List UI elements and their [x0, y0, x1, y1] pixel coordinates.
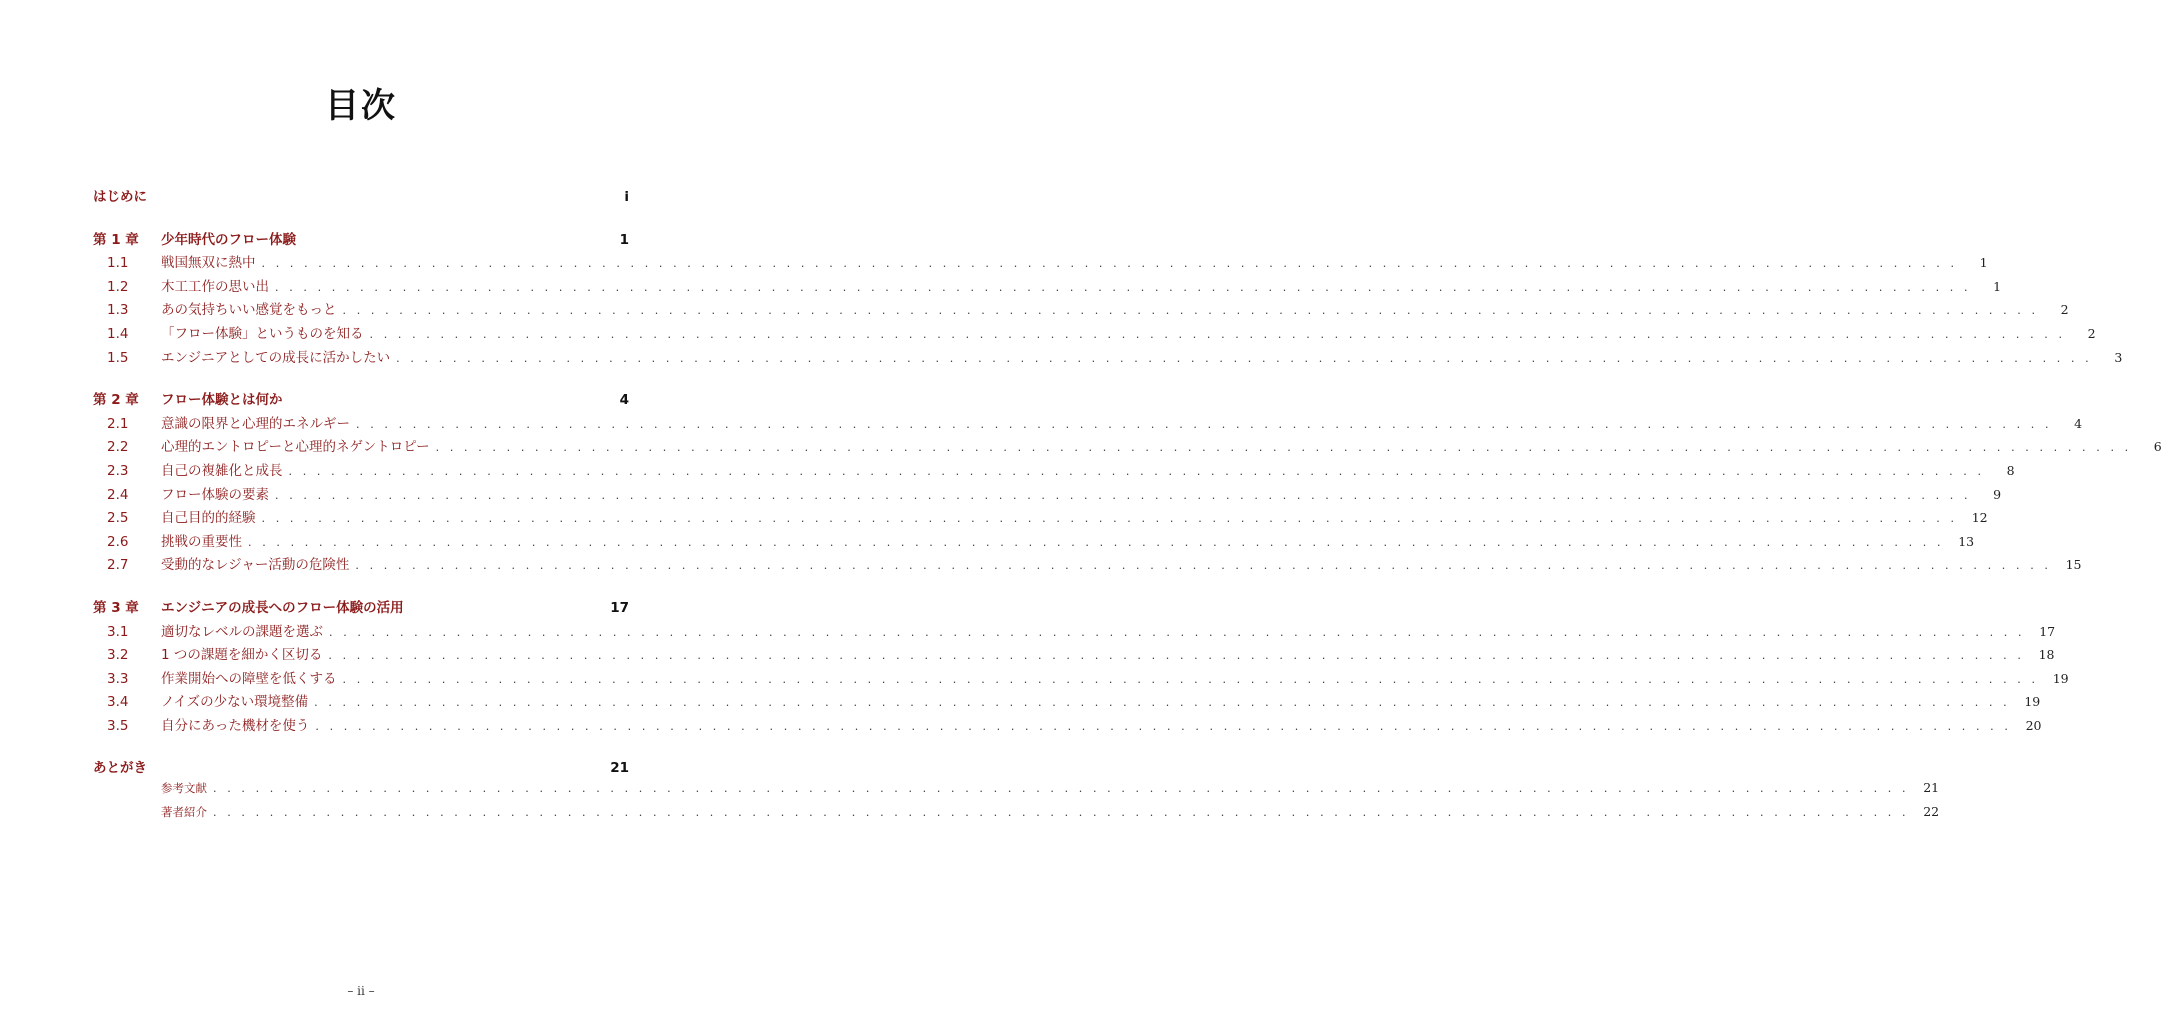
dot-leader: . . . . . . . . . . . . . . . . . . . . . . . . . . . . . . . . . . . . . . . . . . . . . . . . . . . . . . . . . . . . . . . . . . . . . . . . . . . . . . . . . . . . . . . . . . . . . . . . . . . . . . . . . . . . . . . . . . . . . . . .: [328, 649, 2025, 663]
toc-section-row[interactable]: [93, 483, 2002, 507]
toc-section-row[interactable]: [93, 275, 2002, 299]
dot-leader: . . . . . . . . . . . . . . . . . . . . . . . . . . . . . . . . . . . . . . . . . . . . . . . . . . . . . . . . . . . . . . . . . . . . . . . . . . . . . . . . . . . . . . . . . . . . . . . . . . . . . . . . . . . . . . . . . . . . . . . .: [356, 417, 2053, 431]
section-title-link[interactable]: 受動的なレジャー活動の危険性: [161, 557, 350, 574]
dot-leader: . . . . . . . . . . . . . . . . . . . . . . . . . . . . . . . . . . . . . . . . . . . . . . . . . . . . . . . . . . . . . . . . . . . . . . . . . . . . . . . . . . . . . . . . . . . . . . . . . . . . . . . . . . . . . . . . . . . . . . . .: [315, 719, 2012, 733]
section-title-link[interactable]: ノイズの少ない環境整備: [161, 694, 309, 711]
section-page-number: 22: [1923, 803, 1940, 819]
toc-section-row[interactable]: [93, 690, 2041, 714]
dot-leader: . . . . . . . . . . . . . . . . . . . . . . . . . . . . . . . . . . . . . . . . . . . . . . . . . . . . . . . . . . . . . . . . . . . . . . . . . . . . . . . . . . . . . . . . . . . . . . . . . . . . . . . . . . . . . . . . . . . . . . . .: [213, 805, 1910, 819]
section-title-link[interactable]: 著者紹介: [161, 804, 207, 819]
section-page-number: 12: [1971, 510, 1988, 526]
table-of-contents: [93, 185, 2162, 827]
section-page-number: 20: [2025, 717, 2042, 733]
section-number: 3.3: [107, 670, 129, 687]
section-number: 1.4: [107, 325, 129, 342]
section-title-link[interactable]: 適切なレベルの課題を選ぶ: [161, 623, 323, 640]
section-number: 2.7: [107, 557, 129, 574]
toc-section-row[interactable]: [93, 412, 2083, 436]
section-page-number: 4: [2074, 415, 2083, 431]
chapter-title-link[interactable]: フロー体験とは何か: [161, 392, 283, 409]
dot-leader: . . . . . . . . . . . . . . . . . . . . . . . . . . . . . . . . . . . . . . . . . . . . . . . . . . . . . . . . . . . . . . . . . . . . . . . . . . . . . . . . . . . . . . . . . . . . . . . . . . . . . . . . . . . . . . . . . . . . . . . .: [288, 464, 1985, 478]
section-number: 1.5: [107, 349, 129, 366]
chapter-title-link[interactable]: 少年時代のフロー体験: [161, 231, 296, 248]
toc-section-row[interactable]: [93, 506, 1988, 530]
toc-chapter-row[interactable]: [93, 185, 629, 209]
section-page-number: 1: [1979, 255, 1988, 271]
section-page-number: 19: [2052, 670, 2069, 686]
page-number-footer: – ii –: [347, 984, 375, 998]
chapter-page-number: i: [624, 189, 629, 205]
section-number: 3.1: [107, 623, 129, 640]
toc-chapter-row[interactable]: [93, 228, 629, 252]
section-title-link[interactable]: エンジニアとしての成長に活かしたい: [161, 349, 391, 366]
section-title-link[interactable]: 自己の複雑化と成長: [161, 462, 283, 479]
toc-section-row[interactable]: [93, 643, 2055, 667]
chapter-page-number: 21: [610, 760, 629, 777]
toc-section-row[interactable]: [93, 322, 2096, 346]
toc-section-row[interactable]: [93, 714, 2042, 738]
page-title: 目次: [325, 86, 397, 126]
chapter-number: 第 1 章: [93, 231, 139, 248]
section-page-number: 8: [2006, 462, 2015, 478]
dot-leader: . . . . . . . . . . . . . . . . . . . . . . . . . . . . . . . . . . . . . . . . . . . . . . . . . . . . . . . . . . . . . . . . . . . . . . . . . . . . . . . . . . . . . . . . . . . . . . . . . . . . . . . . . . . . . . . . . . . . . . . .: [275, 280, 1972, 294]
dot-leader: . . . . . . . . . . . . . . . . . . . . . . . . . . . . . . . . . . . . . . . . . . . . . . . . . . . . . . . . . . . . . . . . . . . . . . . . . . . . . . . . . . . . . . . . . . . . . . . . . . . . . . . . . . . . . . . . . . . . . . . .: [435, 441, 2132, 455]
section-number: 3.5: [107, 717, 129, 734]
toc-chapter-row[interactable]: [93, 756, 629, 780]
dot-leader: . . . . . . . . . . . . . . . . . . . . . . . . . . . . . . . . . . . . . . . . . . . . . . . . . . . . . . . . . . . . . . . . . . . . . . . . . . . . . . . . . . . . . . . . . . . . . . . . . . . . . . . . . . . . . . . . . . . . . . . .: [342, 304, 2039, 318]
section-page-number: 6: [2153, 439, 2162, 455]
section-title-link[interactable]: あの気持ちいい感覚をもっと: [161, 302, 337, 319]
section-title-link[interactable]: フロー体験の要素: [161, 486, 269, 503]
toc-chapter-row[interactable]: [93, 388, 629, 412]
section-page-number: 1: [1993, 278, 2002, 294]
dot-leader: . . . . . . . . . . . . . . . . . . . . . . . . . . . . . . . . . . . . . . . . . . . . . . . . . . . . . . . . . . . . . . . . . . . . . . . . . . . . . . . . . . . . . . . . . . . . . . . . . . . . . . . . . . . . . . . . . . . . . . . .: [342, 672, 2039, 686]
toc-section-row[interactable]: [93, 530, 1975, 554]
chapter-page-number: 4: [619, 392, 629, 409]
section-title-link[interactable]: 木工工作の思い出: [161, 278, 269, 295]
dot-leader: . . . . . . . . . . . . . . . . . . . . . . . . . . . . . . . . . . . . . . . . . . . . . . . . . . . . . . . . . . . . . . . . . . . . . . . . . . . . . . . . . . . . . . . . . . . . . . . . . . . . . . . . . . . . . . . . . . . . . . . .: [248, 535, 1945, 549]
toc-section-row[interactable]: [93, 553, 2082, 577]
section-title-link[interactable]: 「フロー体験」というものを知る: [161, 325, 364, 342]
section-number: 2.2: [107, 439, 129, 456]
section-page-number: 2: [2060, 302, 2069, 318]
toc-section-row[interactable]: [93, 459, 2015, 483]
chapter-number: 第 2 章: [93, 392, 139, 409]
toc-chapter-row[interactable]: [93, 596, 629, 620]
section-number: 2.5: [107, 510, 129, 527]
section-page-number: 9: [1993, 486, 2002, 502]
section-title-link[interactable]: 戦国無双に熱中: [161, 255, 256, 272]
dot-leader: . . . . . . . . . . . . . . . . . . . . . . . . . . . . . . . . . . . . . . . . . . . . . . . . . . . . . . . . . . . . . . . . . . . . . . . . . . . . . . . . . . . . . . . . . . . . . . . . . . . . . . . . . . . . . . . . . . . . . . . .: [261, 512, 1958, 526]
dot-leader: . . . . . . . . . . . . . . . . . . . . . . . . . . . . . . . . . . . . . . . . . . . . . . . . . . . . . . . . . . . . . . . . . . . . . . . . . . . . . . . . . . . . . . . . . . . . . . . . . . . . . . . . . . . . . . . . . . . . . . . .: [261, 257, 1958, 271]
section-page-number: 2: [2087, 325, 2096, 341]
dot-leader: . . . . . . . . . . . . . . . . . . . . . . . . . . . . . . . . . . . . . . . . . . . . . . . . . . . . . . . . . . . . . . . . . . . . . . . . . . . . . . . . . . . . . . . . . . . . . . . . . . . . . . . . . . . . . . . . . . . . . . . .: [355, 559, 2052, 573]
section-page-number: 3: [2114, 349, 2123, 365]
section-title-link[interactable]: 意識の限界と心理的エネルギー: [161, 415, 350, 432]
chapter-page-number: 1: [619, 231, 629, 248]
section-title-link[interactable]: 心理的エントロピーと心理的ネゲントロピー: [161, 439, 430, 456]
section-number: 2.6: [107, 533, 129, 550]
section-number: 1.1: [107, 255, 129, 272]
section-page-number: 13: [1958, 533, 1975, 549]
chapter-title-link[interactable]: はじめに: [93, 189, 147, 205]
chapter-page-number: 17: [610, 599, 629, 616]
toc-section-row[interactable]: [93, 251, 1988, 275]
dot-leader: . . . . . . . . . . . . . . . . . . . . . . . . . . . . . . . . . . . . . . . . . . . . . . . . . . . . . . . . . . . . . . . . . . . . . . . . . . . . . . . . . . . . . . . . . . . . . . . . . . . . . . . . . . . . . . . . . . . . . . . .: [329, 625, 2026, 639]
chapter-title-link[interactable]: あとがき: [93, 760, 147, 777]
section-number: 2.3: [107, 462, 129, 479]
toc-section-row[interactable]: [93, 803, 1940, 828]
section-page-number: 18: [2038, 647, 2055, 663]
dot-leader: . . . . . . . . . . . . . . . . . . . . . . . . . . . . . . . . . . . . . . . . . . . . . . . . . . . . . . . . . . . . . . . . . . . . . . . . . . . . . . . . . . . . . . . . . . . . . . . . . . . . . . . . . . . . . . . . . . . . . . . .: [369, 327, 2066, 341]
section-title-link[interactable]: 1 つの課題を細かく区切る: [161, 647, 323, 664]
section-title-link[interactable]: 参考文献: [161, 781, 207, 796]
section-number: 3.2: [107, 647, 129, 664]
section-page-number: 15: [2065, 557, 2082, 573]
toc-section-row[interactable]: [93, 346, 2123, 370]
section-title-link[interactable]: 挑戦の重要性: [161, 533, 242, 550]
toc-section-row[interactable]: [93, 780, 1940, 804]
section-page-number: 21: [1923, 780, 1940, 796]
toc-section-row[interactable]: [93, 435, 2162, 459]
section-number: 3.4: [107, 694, 129, 711]
section-number: 1.2: [107, 278, 129, 295]
section-title-link[interactable]: 作業開始への障壁を低くする: [161, 670, 337, 687]
dot-leader: . . . . . . . . . . . . . . . . . . . . . . . . . . . . . . . . . . . . . . . . . . . . . . . . . . . . . . . . . . . . . . . . . . . . . . . . . . . . . . . . . . . . . . . . . . . . . . . . . . . . . . . . . . . . . . . . . . . . . . . .: [275, 488, 1972, 502]
toc-section-row[interactable]: [93, 298, 2069, 322]
section-title-link[interactable]: 自分にあった機材を使う: [161, 717, 310, 734]
chapter-number: 第 3 章: [93, 599, 139, 616]
section-page-number: 17: [2039, 623, 2056, 639]
toc-section-row[interactable]: [93, 667, 2069, 691]
section-page-number: 19: [2024, 694, 2041, 710]
section-number: 1.3: [107, 302, 129, 319]
toc-section-row[interactable]: [93, 620, 2056, 644]
dot-leader: . . . . . . . . . . . . . . . . . . . . . . . . . . . . . . . . . . . . . . . . . . . . . . . . . . . . . . . . . . . . . . . . . . . . . . . . . . . . . . . . . . . . . . . . . . . . . . . . . . . . . . . . . . . . . . . . . . . . . . . .: [396, 351, 2093, 365]
chapter-title-link[interactable]: エンジニアの成長へのフロー体験の活用: [161, 599, 404, 616]
dot-leader: . . . . . . . . . . . . . . . . . . . . . . . . . . . . . . . . . . . . . . . . . . . . . . . . . . . . . . . . . . . . . . . . . . . . . . . . . . . . . . . . . . . . . . . . . . . . . . . . . . . . . . . . . . . . . . . . . . . . . . . .: [213, 782, 1910, 796]
section-number: 2.4: [107, 486, 129, 503]
dot-leader: . . . . . . . . . . . . . . . . . . . . . . . . . . . . . . . . . . . . . . . . . . . . . . . . . . . . . . . . . . . . . . . . . . . . . . . . . . . . . . . . . . . . . . . . . . . . . . . . . . . . . . . . . . . . . . . . . . . . . . . .: [314, 696, 2011, 710]
section-title-link[interactable]: 自己目的的経験: [161, 510, 256, 527]
section-number: 2.1: [107, 415, 129, 432]
